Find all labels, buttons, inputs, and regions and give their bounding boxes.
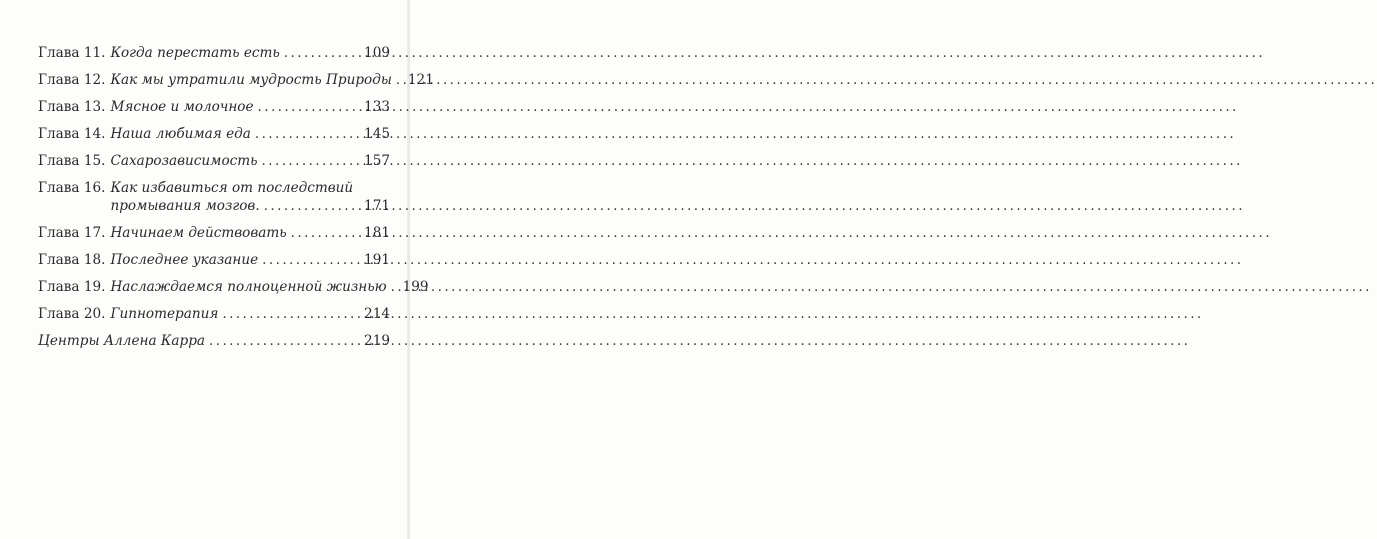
toc-chapter-title: Гипнотерапия bbox=[110, 306, 219, 322]
toc-chapter-label: Глава 13. bbox=[38, 99, 106, 115]
toc-page-number: 109 bbox=[364, 45, 390, 61]
toc-chapter-label: Глава 12. bbox=[38, 72, 106, 88]
toc-chapter-title: Наслаждаемся полноценной жизнью bbox=[110, 279, 387, 295]
toc-entry-chapter-18[interactable] bbox=[38, 251, 390, 269]
toc-entry-chapter-11[interactable] bbox=[38, 44, 390, 62]
toc-chapter-title-line1: Как избавиться от последствий bbox=[110, 180, 354, 196]
toc-page-number: 133 bbox=[364, 99, 390, 115]
toc-dot-leader bbox=[222, 305, 360, 323]
toc-page-number: 181 bbox=[364, 225, 390, 241]
toc-page-number: 199 bbox=[402, 279, 429, 295]
toc-chapter-label: Глава 14. bbox=[38, 126, 106, 142]
toc-chapter-label: Глава 20. bbox=[38, 306, 106, 322]
toc-chapter-label: Глава 17. bbox=[38, 225, 106, 241]
toc-dot-leader bbox=[209, 332, 360, 350]
toc-dot-leader bbox=[284, 44, 360, 62]
toc-entry-chapter-17[interactable] bbox=[38, 224, 390, 242]
toc-dot-leader bbox=[258, 98, 361, 116]
table-of-contents bbox=[38, 44, 434, 359]
toc-dot-leader bbox=[264, 197, 360, 215]
toc-chapter-label: Глава 16. bbox=[38, 180, 106, 196]
toc-entry-chapter-12[interactable] bbox=[38, 71, 434, 89]
toc-entry-chapter-13[interactable] bbox=[38, 98, 390, 116]
toc-chapter-title: Начинаем действовать bbox=[110, 225, 287, 241]
toc-entry-allen-carr-centres[interactable] bbox=[38, 332, 390, 350]
toc-chapter-title-line2: промывания мозгов. bbox=[110, 198, 260, 214]
toc-chapter-label: Глава 19. bbox=[38, 279, 106, 295]
toc-chapter-label: Глава 18. bbox=[38, 252, 106, 268]
toc-chapter-title: Последнее указание bbox=[110, 252, 259, 268]
toc-entry-chapter-14[interactable] bbox=[38, 125, 390, 143]
toc-dot-leader bbox=[262, 152, 361, 170]
toc-entry-chapter-15[interactable] bbox=[38, 152, 390, 170]
toc-chapter-title: Когда перестать есть bbox=[110, 45, 280, 61]
toc-chapter-title: Центры Аллена Карра bbox=[38, 333, 206, 349]
toc-dot-leader bbox=[396, 71, 404, 89]
toc-page-number: 191 bbox=[364, 252, 390, 268]
toc-chapter-label: Глава 11. bbox=[38, 45, 106, 61]
toc-page-number: 171 bbox=[364, 198, 390, 214]
toc-page-number: 219 bbox=[364, 333, 390, 349]
toc-dot-leader bbox=[391, 278, 399, 296]
toc-dot-leader bbox=[291, 224, 360, 242]
toc-chapter-title-line2-row bbox=[110, 197, 390, 215]
toc-page-number: 157 bbox=[364, 153, 390, 169]
toc-entry-chapter-16[interactable] bbox=[38, 179, 390, 215]
toc-page-number: 121 bbox=[407, 72, 434, 88]
toc-dot-leader bbox=[255, 125, 360, 143]
toc-chapter-title: Наша любимая еда bbox=[110, 126, 251, 142]
toc-chapter-title: Мясное и молочное bbox=[110, 99, 254, 115]
toc-dot-leader bbox=[262, 251, 360, 269]
toc-chapter-title: Как мы утратили мудрость Природы bbox=[110, 72, 392, 88]
toc-page-number: 145 bbox=[364, 126, 390, 142]
toc-chapter-title-block bbox=[110, 179, 390, 215]
toc-page-number: 214 bbox=[364, 306, 390, 322]
toc-entry-chapter-20[interactable] bbox=[38, 305, 390, 323]
toc-entry-chapter-19[interactable] bbox=[38, 278, 429, 296]
toc-chapter-title: Сахарозависимость bbox=[110, 153, 258, 169]
toc-chapter-label: Глава 15. bbox=[38, 153, 106, 169]
